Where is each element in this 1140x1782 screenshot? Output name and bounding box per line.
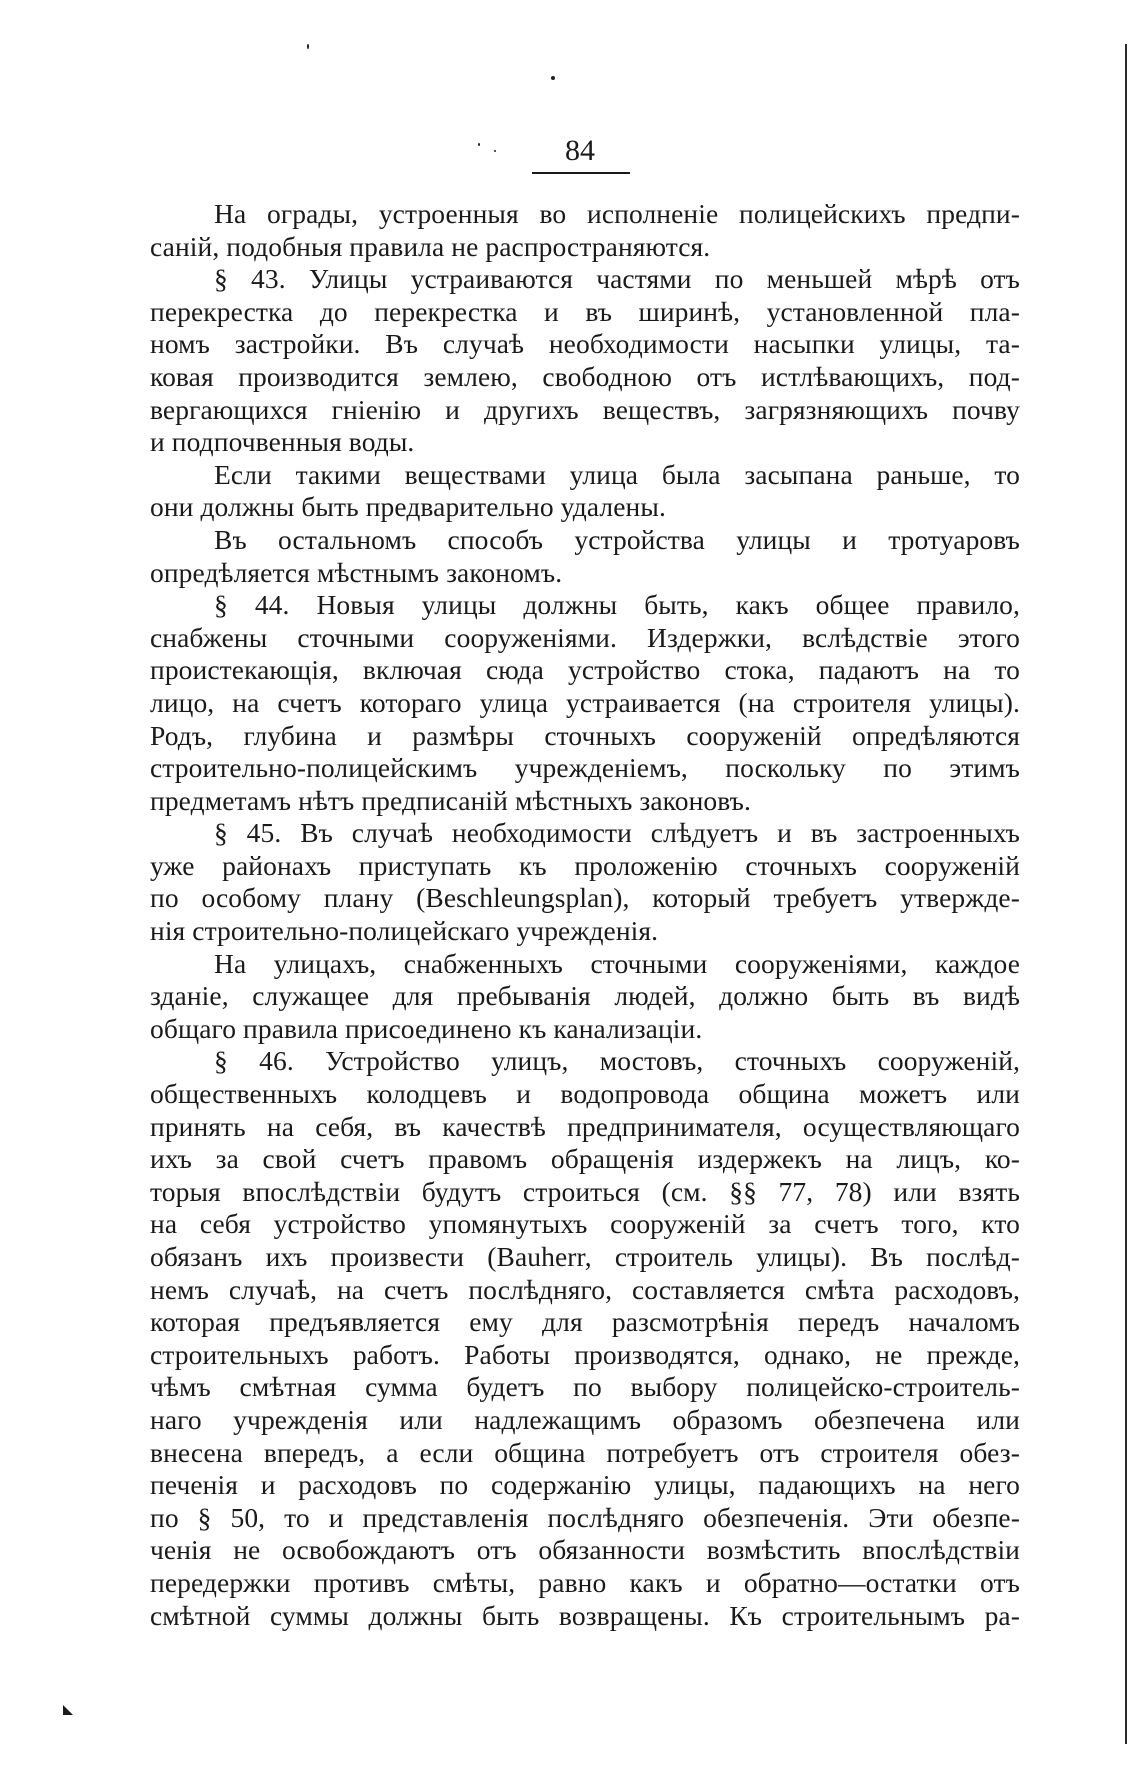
- text-line: Если такими веществами улица была засыпана раньше, то: [214, 458, 1020, 490]
- text-line: На ограды, устроенныя во исполненіе полицейскихъ предпи-: [214, 198, 1020, 229]
- text-line: предметамъ нѣтъ предписаній мѣстныхъ законовъ.: [150, 784, 751, 816]
- text-line: наго учрежденія или надлежащимъ образомъ обезпечена или: [150, 1403, 1020, 1435]
- text-line: § 46. Устройство улицъ, мостовъ, сточныхъ сооруженій,: [214, 1045, 1020, 1077]
- text-line: общественныхъ колодцевъ и водопровода община можетъ или: [150, 1078, 1020, 1110]
- text-line: по § 50, то и представленія послѣдняго обезпеченія. Эти обезпе-: [150, 1501, 1020, 1533]
- text-line: саній, подобныя правила не распространяются.: [150, 230, 711, 262]
- text-line: снабжены сточными сооруженіями. Издержки, вслѣдствіе этого: [150, 621, 1020, 653]
- text-line: по особому плану (Beschleungsplan), который требуетъ утвержде-: [150, 882, 1020, 914]
- text-line: зданіе, служащее для пребыванія людей, должно быть въ видѣ: [150, 980, 1020, 1012]
- text-line: Родъ, глубина и размѣры сточныхъ сооруженій опредѣляются: [150, 719, 1020, 751]
- text-line: печенія и расходовъ по содержанію улицы, падающихъ на него: [150, 1469, 1020, 1501]
- speck-mark: [307, 44, 309, 49]
- text-line: ихъ за свой счетъ правомъ обращенія издержекъ на лицъ, ко-: [150, 1143, 1020, 1175]
- text-line: строительно-полицейскимъ учрежденіемъ, поскольку по этимъ: [150, 752, 1020, 784]
- text-line: передержки противъ смѣты, равно какъ и обратно—остатки отъ: [150, 1566, 1020, 1598]
- corner-mark: [63, 1705, 73, 1715]
- text-line: перекрестка до перекрестка и въ ширинѣ, установленной пла-: [150, 295, 1020, 327]
- body-text: [150, 198, 1020, 1632]
- text-line: которая предъявляется ему для разсмотрѣнія передъ началомъ: [150, 1306, 1020, 1338]
- text-line: смѣтной суммы должны быть возвращены. Къ строительнымъ ра-: [150, 1599, 1020, 1631]
- page-number-underline: [532, 172, 630, 174]
- text-line: внесена впередъ, а если община потребуетъ отъ строителя обез-: [150, 1436, 1020, 1468]
- text-line: немъ случаѣ, на счетъ послѣдняго, составляется смѣта расходовъ,: [150, 1273, 1020, 1305]
- text-line: чѣмъ смѣтная сумма будетъ по выбору полицейско-строитель-: [150, 1371, 1020, 1403]
- text-line: лицо, на счетъ котораго улица устраивается (на строителя улицы).: [150, 686, 1020, 718]
- text-line: § 45. Въ случаѣ необходимости слѣдуетъ и въ застроенныхъ: [214, 817, 1020, 849]
- text-line: они должны быть предварительно удалены.: [150, 491, 666, 523]
- text-line: уже районахъ приступать къ проложенію сточныхъ сооруженій: [150, 849, 1020, 881]
- text-line: опредѣляется мѣстнымъ закономъ.: [150, 556, 563, 588]
- text-line: проистекающія, включая сюда устройство стока, падаютъ на то: [150, 654, 1020, 686]
- text-line: строительныхъ работъ. Работы производятся, однако, не прежде,: [150, 1338, 1020, 1370]
- text-line: § 43. Улицы устраиваются частями по меньшей мѣрѣ отъ: [214, 263, 1020, 295]
- text-line: на себя устройство упомянутыхъ сооруженій за счетъ того, кто: [150, 1208, 1020, 1240]
- text-line: номъ застройки. Въ случаѣ необходимости насыпки улицы, та-: [150, 328, 1020, 360]
- text-line: обязанъ ихъ произвести (Bauherr, строитель улицы). Въ послѣд-: [150, 1241, 1020, 1272]
- page-number: 84: [565, 134, 595, 167]
- text-line: ченія не освобождаютъ отъ обязанности возмѣстить впослѣдствіи: [150, 1534, 1020, 1566]
- text-line: принять на себя, въ качествѣ предпринимателя, осуществляющаго: [150, 1110, 1020, 1142]
- page-edge-line: [1125, 44, 1127, 1744]
- speck-mark: [478, 143, 480, 146]
- speck-mark: [494, 150, 496, 152]
- text-line: ковая производится землею, свободною отъ истлѣвающихъ, под-: [150, 360, 1020, 392]
- text-line: § 44. Новыя улицы должны быть, какъ общее правило,: [214, 589, 1020, 621]
- text-line: и подпочвенныя воды.: [150, 426, 415, 458]
- text-line: вергающихся гніенію и другихъ веществъ, загрязняющихъ почву: [150, 393, 1020, 425]
- text-line: На улицахъ, снабженныхъ сточными сооруженіями, каждое: [214, 947, 1020, 979]
- text-line: Въ остальномъ способъ устройства улицы и тротуаровъ: [214, 523, 1020, 555]
- text-line: торыя впослѣдствіи будутъ строиться (см. §§ 77, 78) или взять: [150, 1175, 1020, 1207]
- text-line: нія строительно-полицейскаго учрежденія.: [150, 915, 659, 947]
- text-line: общаго правила присоединено къ канализаціи.: [150, 1012, 703, 1044]
- speck-mark: [551, 76, 555, 80]
